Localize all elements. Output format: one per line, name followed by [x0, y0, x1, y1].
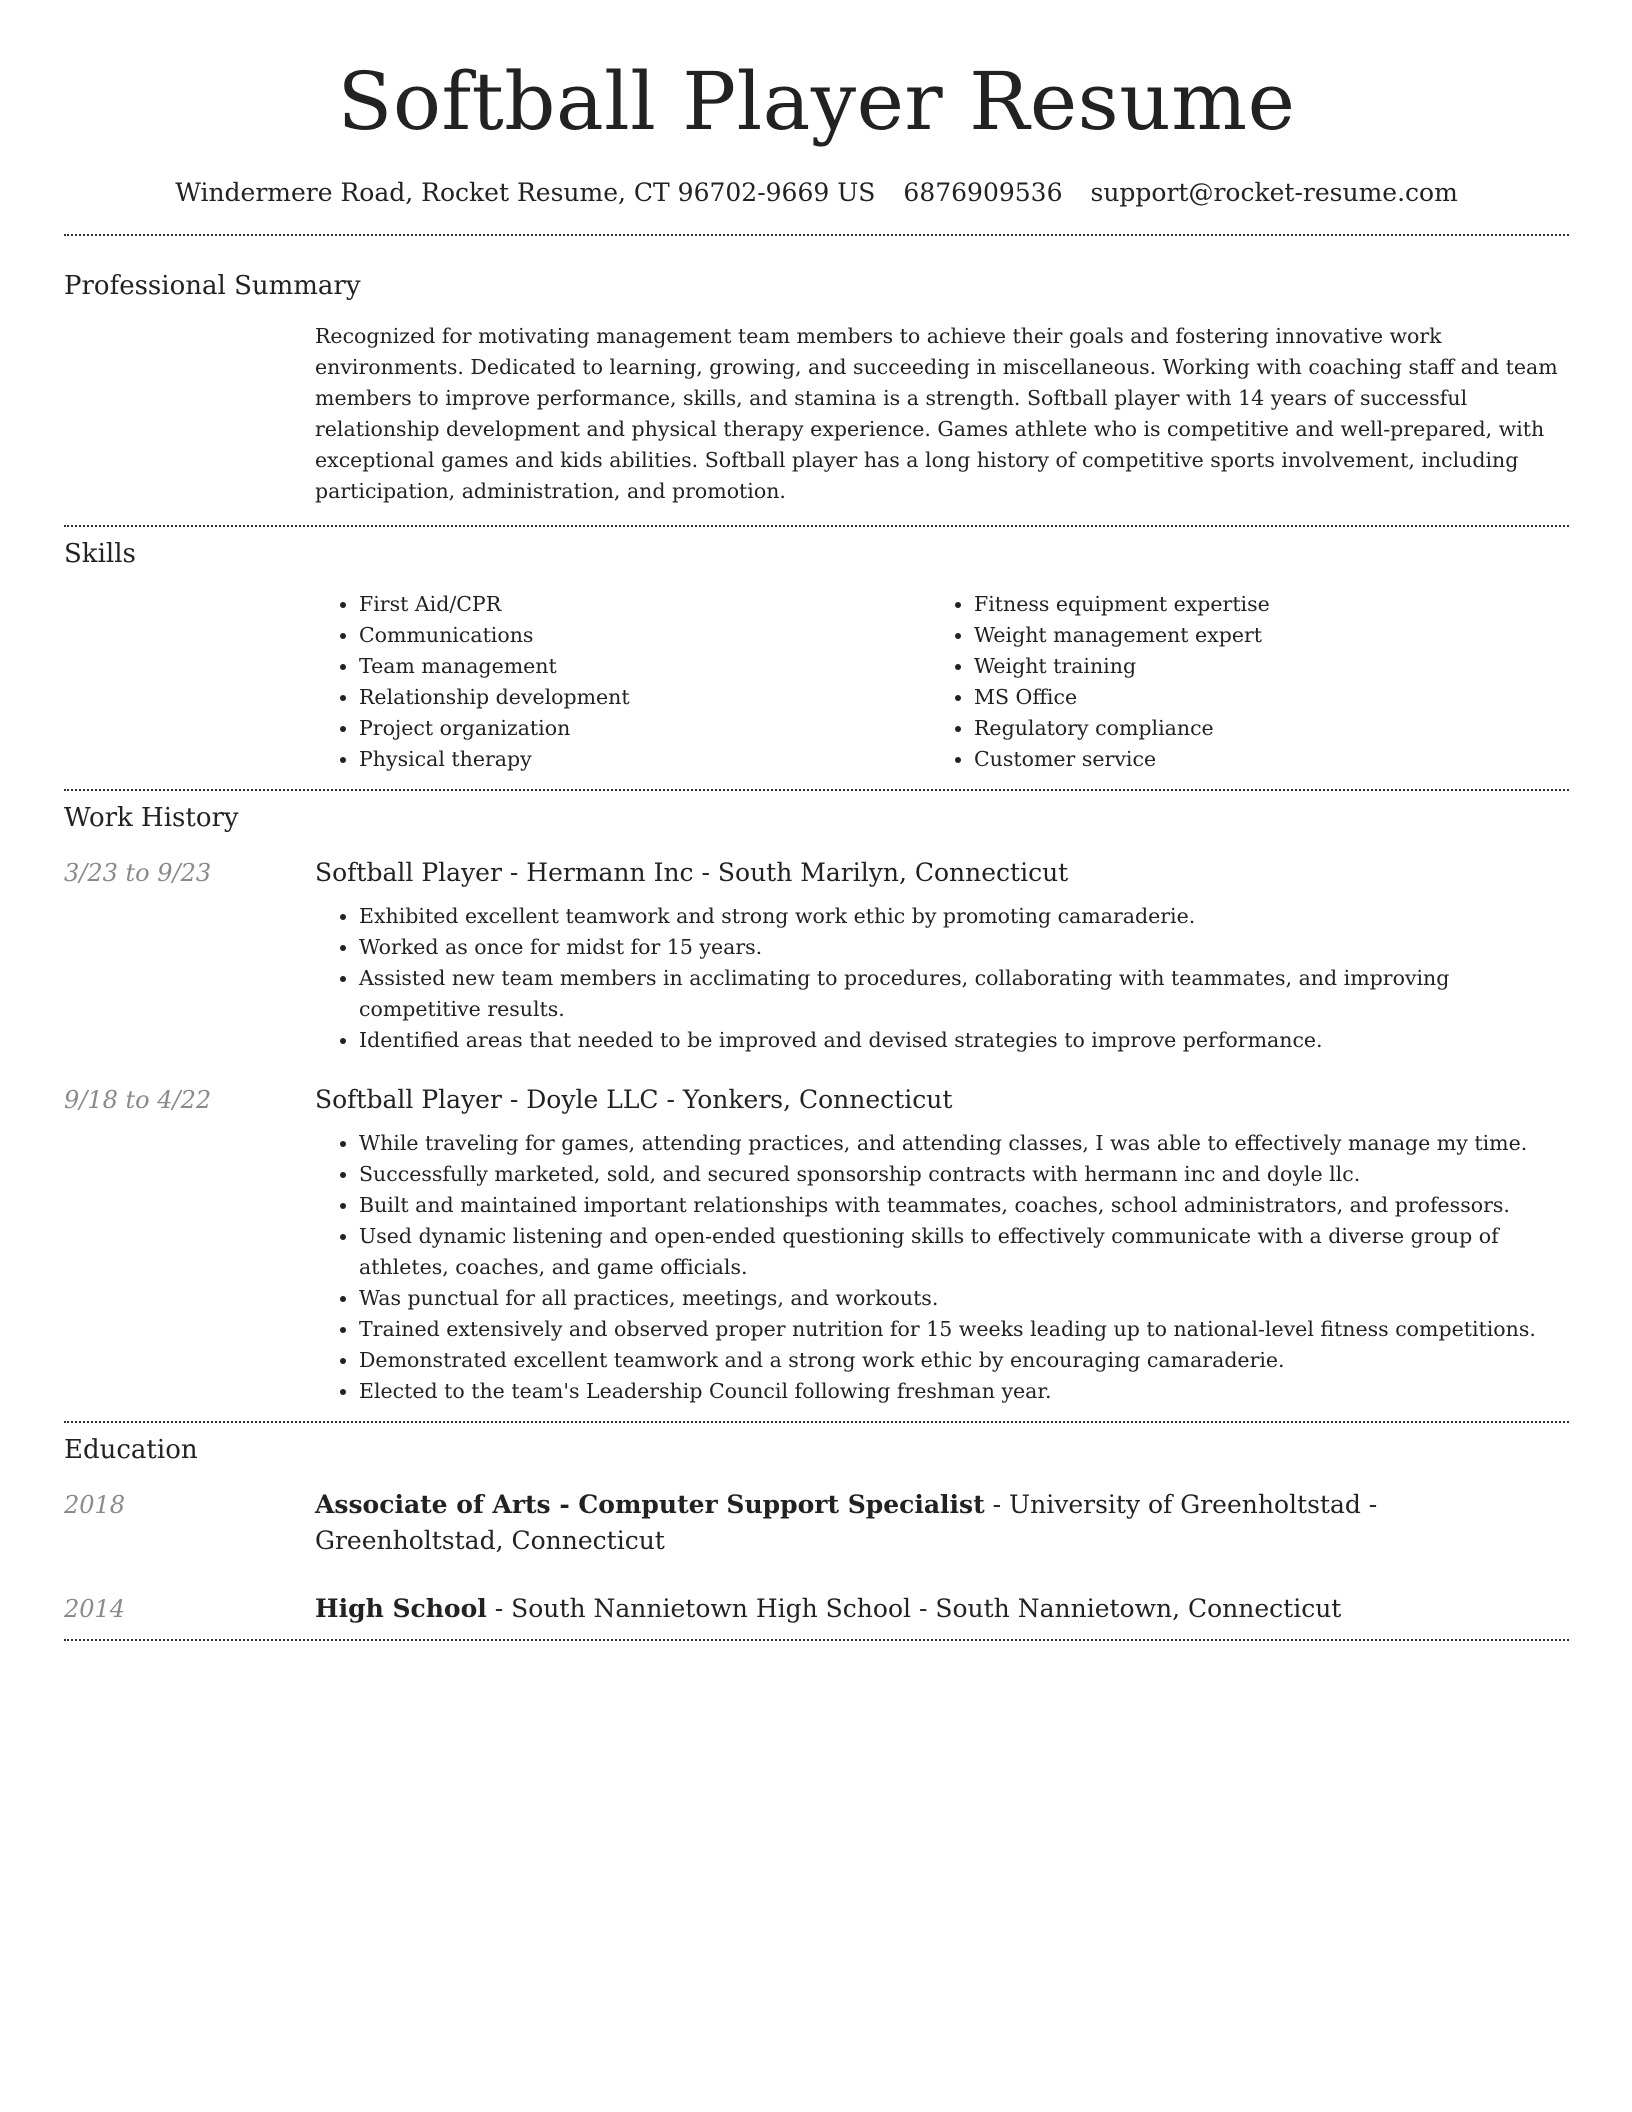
resume-title: Softball Player Resume	[337, 55, 1296, 148]
skills-heading: Skills	[64, 539, 136, 569]
skill-item: • Regulatory compliance	[974, 713, 1545, 744]
skill-item: • Communications	[359, 620, 930, 651]
education-location: South Nannietown, Connecticut	[935, 1594, 1342, 1623]
job-bullet: • Exhibited excellent teamwork and strong work ethic by promoting camaraderie.	[359, 901, 1569, 932]
job-bullet: • Demonstrated excellent teamwork and a strong work ethic by encouraging camaraderie.	[359, 1345, 1569, 1376]
skills-column-left	[315, 589, 930, 775]
skill-item: • Project organization	[359, 713, 930, 744]
skill-item: • Team management	[359, 651, 930, 682]
skill-item: • First Aid/CPR	[359, 589, 930, 620]
education-degree: Associate of Arts - Computer Support Specialist	[315, 1490, 985, 1519]
skill-item: • Fitness equipment expertise	[974, 589, 1545, 620]
education-entry	[64, 1591, 1569, 1627]
education-title: High School - South Nannietown High School - South Nannietown, Connecticut	[315, 1594, 1342, 1623]
skill-item: • Weight management expert	[974, 620, 1545, 651]
skill-item: • Customer service	[974, 744, 1545, 775]
job-bullets	[315, 1128, 1569, 1407]
job-bullet: • Was punctual for all practices, meetings, and workouts.	[359, 1283, 1569, 1314]
summary-heading: Professional Summary	[64, 271, 361, 301]
job-company: Doyle LLC	[526, 1085, 659, 1114]
job-title: Softball Player - Hermann Inc - South Marilyn, Connecticut	[315, 858, 1069, 887]
summary-text: Recognized for motivating management team members to achieve their goals and fostering innovative work environments. Dedicated to learning, growing, and succeeding in miscellaneous. Working with coaching staff and team members to improve performance, skills, and stamina is a strength. Softball player with 14 years of successful relationship development and physical therapy experience. Games athlete who is competitive and well-prepared, with exceptional games and kids abilities. Softball player has a long history of competitive sports involvement, including participation, administration, and promotion.	[315, 324, 1558, 503]
skill-item: • Relationship development	[359, 682, 930, 713]
education-entry	[64, 1487, 1569, 1559]
work-history-heading: Work History	[64, 803, 239, 833]
summary-section	[64, 236, 1569, 507]
job-location: South Marilyn, Connecticut	[717, 858, 1069, 887]
education-heading: Education	[64, 1435, 198, 1465]
work-history-section	[64, 791, 1569, 1407]
job-bullet: • Built and maintained important relationships with teammates, coaches, school administrators, and professors.	[359, 1190, 1569, 1221]
job-bullet: • Assisted new team members in acclimating to procedures, collaborating with teammates, and improving competitive results.	[359, 963, 1569, 1025]
job-bullet: • Used dynamic listening and open-ended questioning skills to effectively communicate with a diverse group of athletes, coaches, and game officials.	[359, 1221, 1569, 1283]
job-bullet: • While traveling for games, attending practices, and attending classes, I was able to effectively manage my time.	[359, 1128, 1569, 1159]
contact-phone: 6876909536	[903, 178, 1063, 207]
job-dates: 9/18 to 4/22	[64, 1086, 212, 1114]
skills-section	[64, 527, 1569, 775]
job-role: Softball Player	[315, 1085, 502, 1114]
education-location: Greenholtstad, Connecticut	[315, 1526, 665, 1555]
education-title: Associate of Arts - Computer Support Specialist - University of Greenholtstad - Greenholtstad, Connecticut	[315, 1490, 1378, 1555]
job-bullets	[315, 901, 1569, 1056]
job-bullet: • Trained extensively and observed proper nutrition for 15 weeks leading up to national-level fitness competitions.	[359, 1314, 1569, 1345]
skills-column-right	[930, 589, 1545, 775]
job-company: Hermann Inc	[526, 858, 694, 887]
skills-grid	[315, 589, 1569, 775]
job-bullet: • Identified areas that needed to be improved and devised strategies to improve performance.	[359, 1025, 1569, 1056]
skill-item: • Weight training	[974, 651, 1545, 682]
job-bullet: • Worked as once for midst for 15 years.	[359, 932, 1569, 963]
job-dates: 3/23 to 9/23	[64, 859, 212, 887]
education-school: South Nannietown High School	[511, 1594, 911, 1623]
job-bullet: • Successfully marketed, sold, and secured sponsorship contracts with hermann inc and doyle llc.	[359, 1159, 1569, 1190]
job-entry	[64, 855, 1569, 1056]
education-year: 2014	[64, 1595, 126, 1623]
contact-email[interactable]: support@rocket-resume.com	[1090, 178, 1458, 207]
job-bullet: • Elected to the team's Leadership Council following freshman year.	[359, 1376, 1569, 1407]
job-title: Softball Player - Doyle LLC - Yonkers, Connecticut	[315, 1085, 953, 1114]
skill-item: • MS Office	[974, 682, 1545, 713]
skill-item: • Physical therapy	[359, 744, 930, 775]
contact-info	[64, 176, 1569, 210]
education-school: University of Greenholtstad	[1009, 1490, 1361, 1519]
education-section	[64, 1423, 1569, 1627]
education-degree: High School	[315, 1594, 487, 1623]
job-entry	[64, 1082, 1569, 1407]
job-location: Yonkers, Connecticut	[682, 1085, 953, 1114]
education-year: 2018	[64, 1491, 126, 1519]
job-role: Softball Player	[315, 858, 502, 887]
resume-page	[64, 0, 1569, 1641]
education-divider	[64, 1639, 1569, 1641]
contact-address: Windermere Road, Rocket Resume, CT 96702-9669 US	[175, 178, 876, 207]
